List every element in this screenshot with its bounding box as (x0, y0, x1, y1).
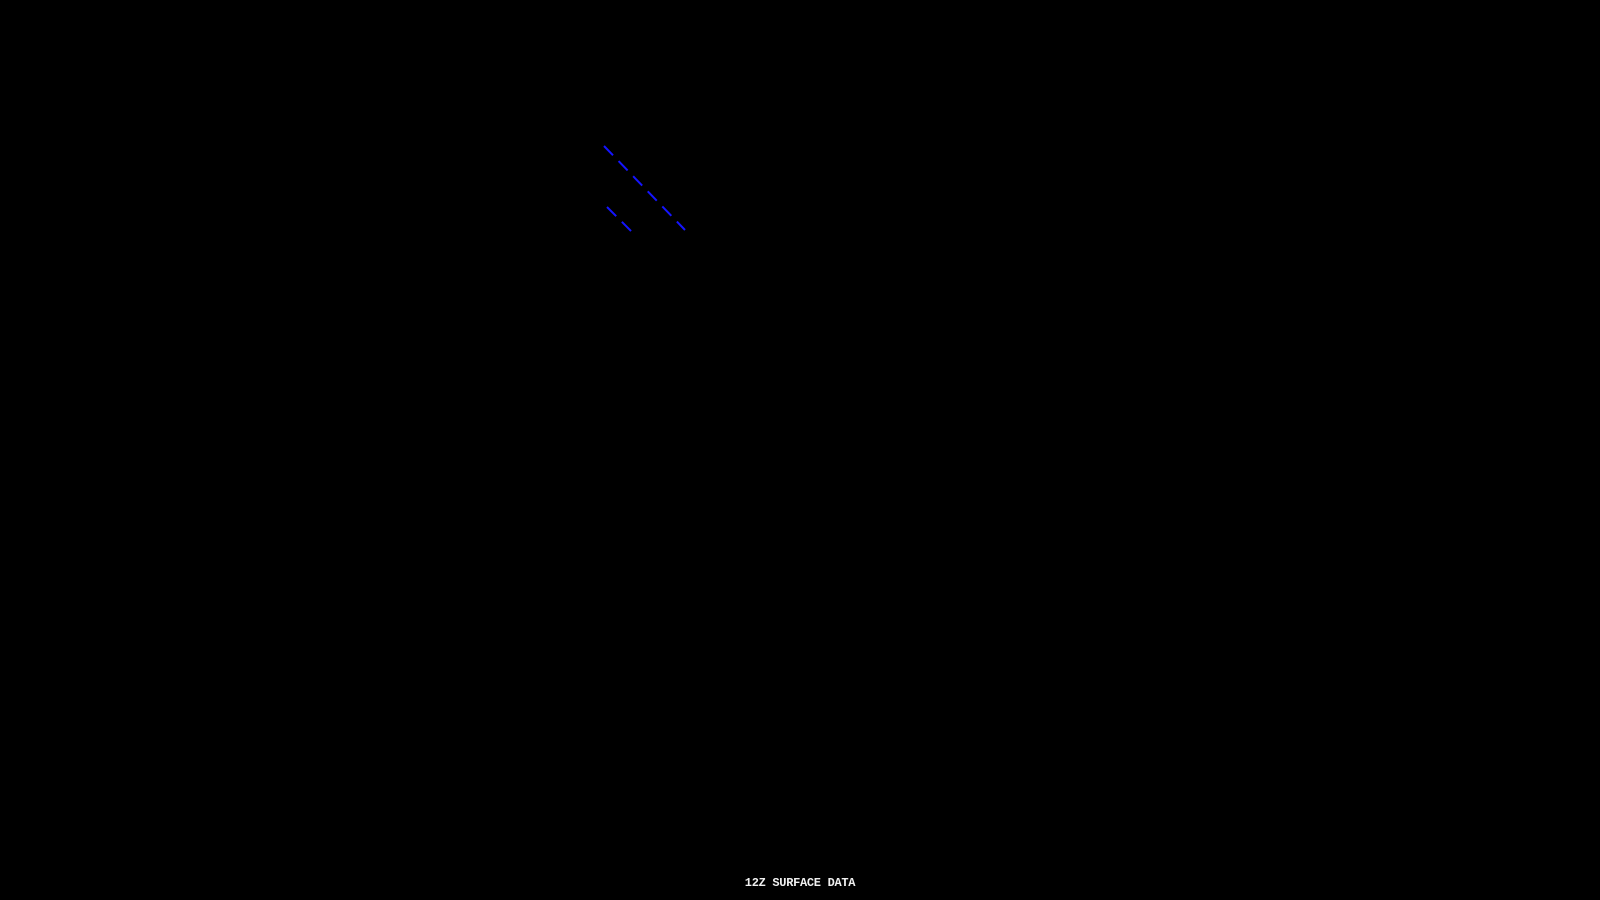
dashed-line-short (607, 207, 633, 233)
dashed-line-long (604, 146, 685, 230)
surface-data-label: 12Z SURFACE DATA (744, 876, 856, 890)
